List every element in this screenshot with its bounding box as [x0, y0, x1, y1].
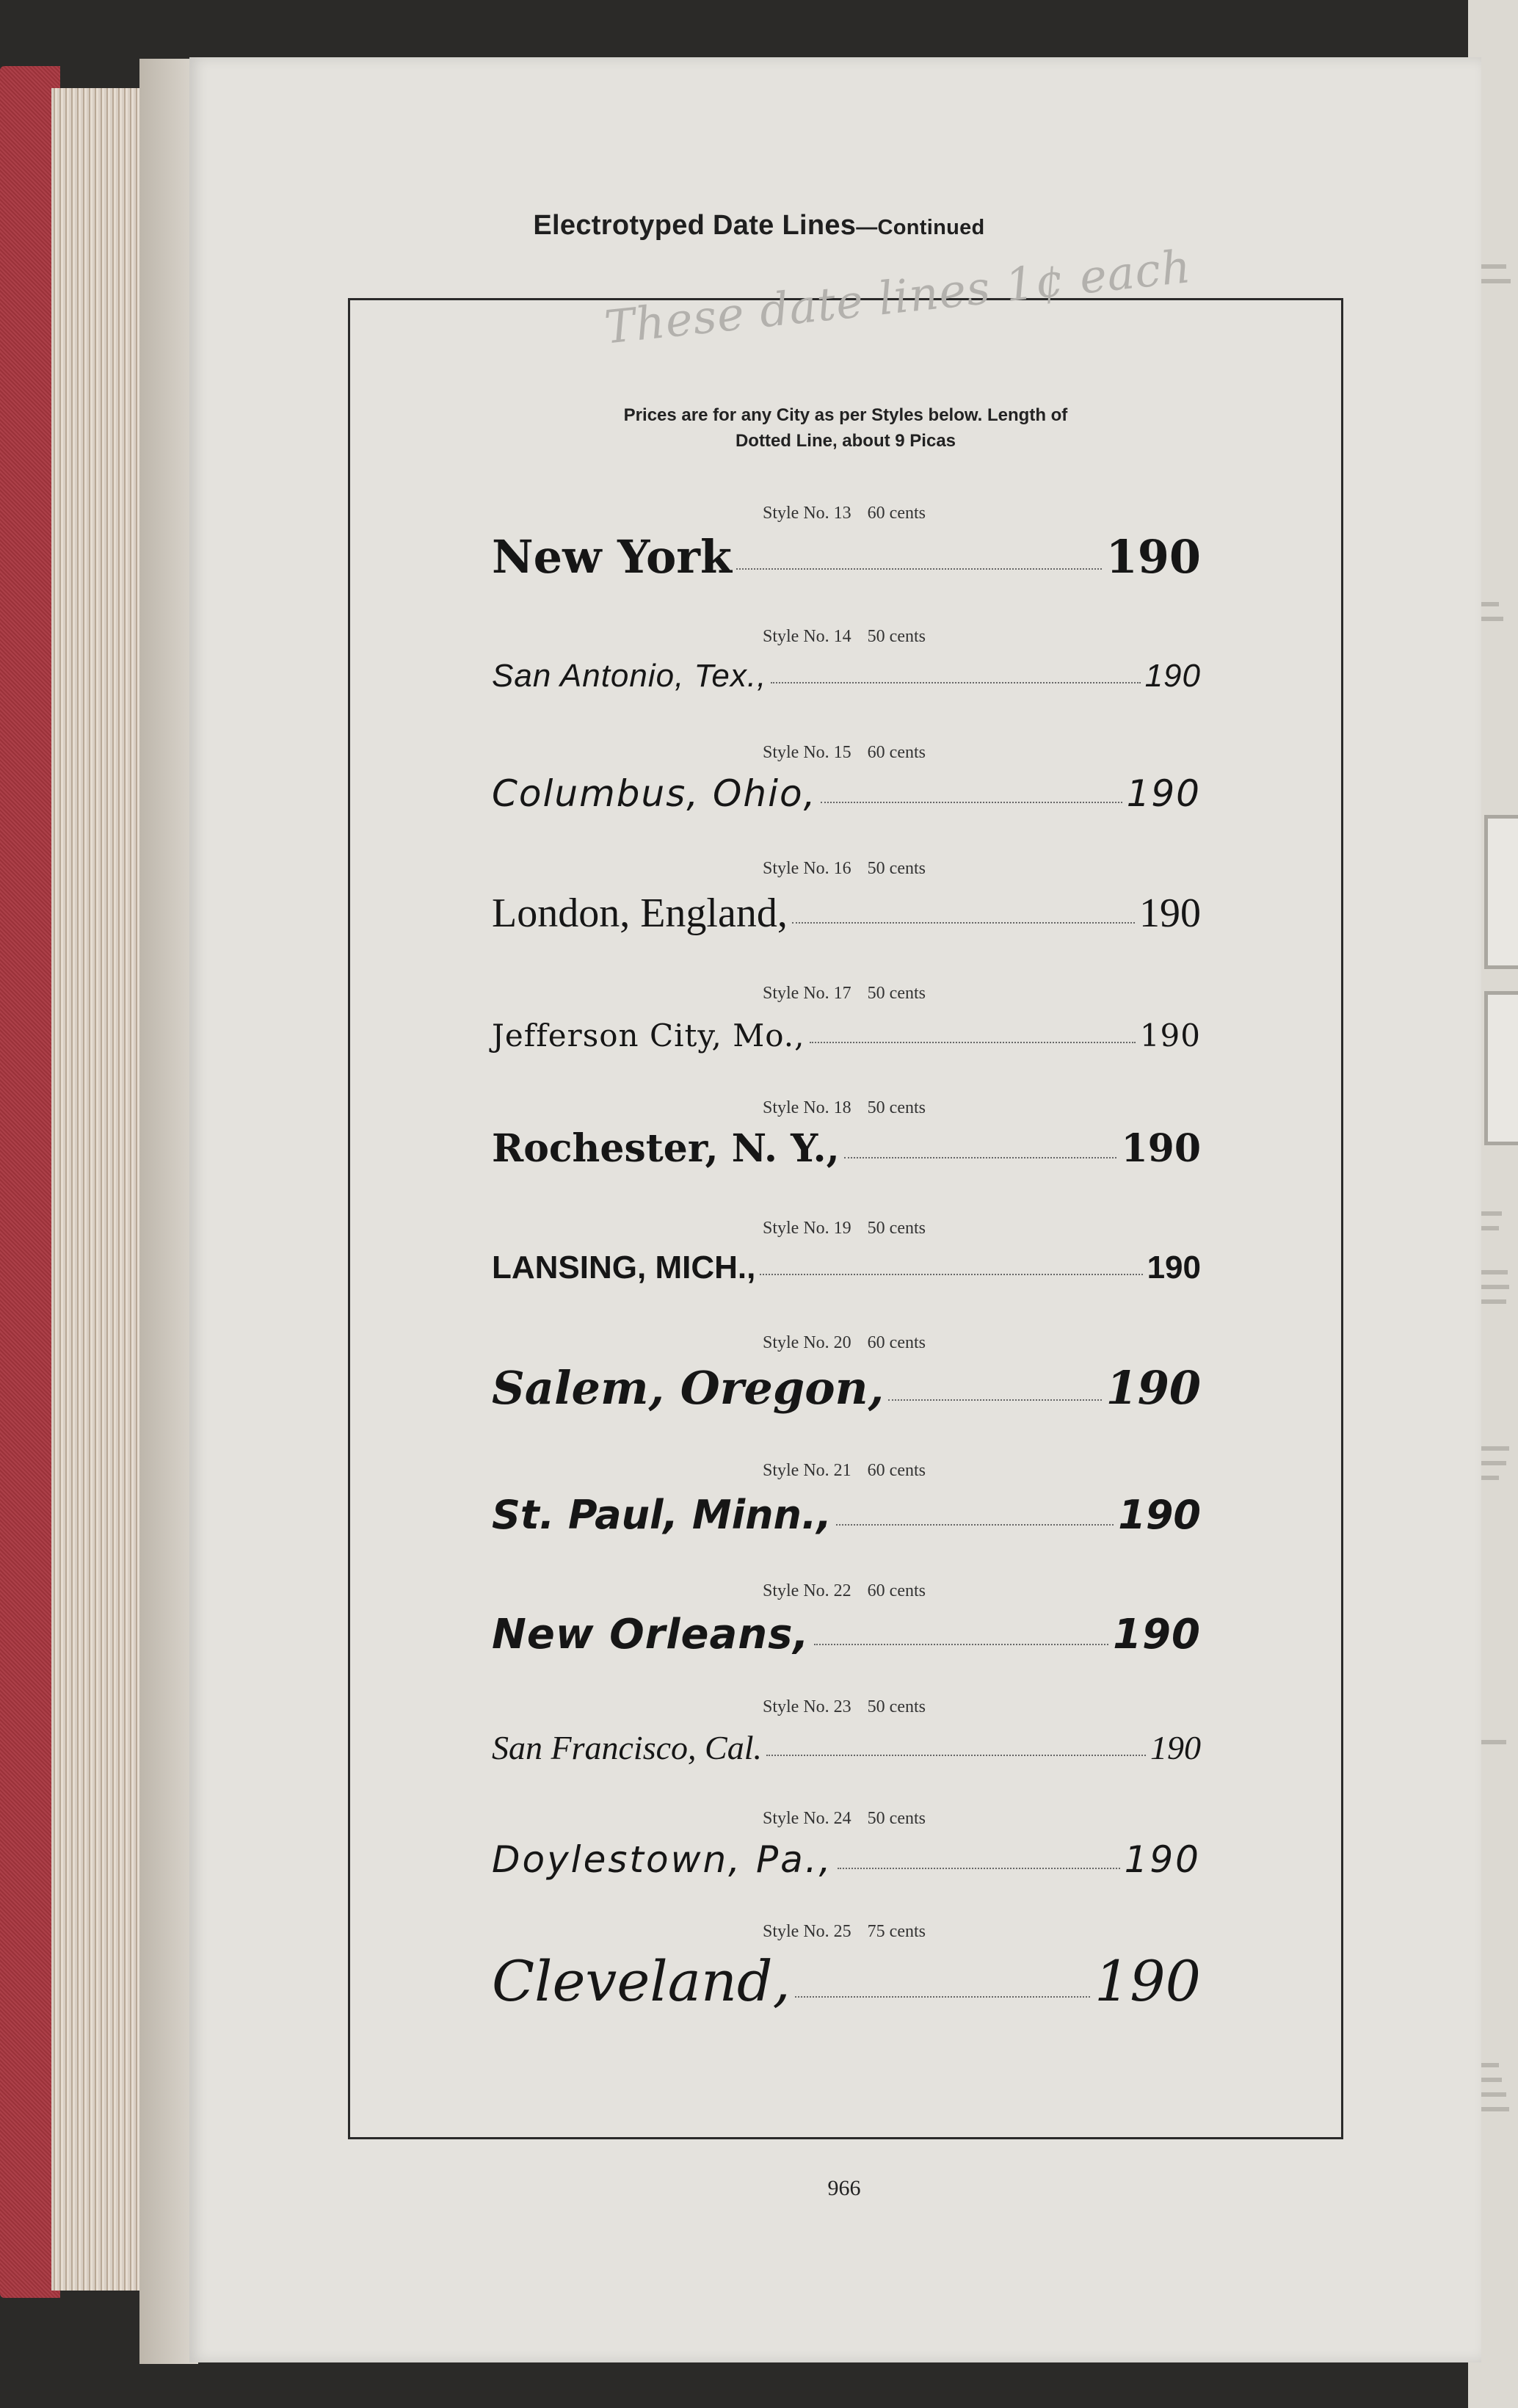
date-line-entry	[492, 772, 1201, 815]
style-label	[727, 1219, 962, 1239]
city-name: St. Paul, Minn.,	[492, 1492, 832, 1538]
style-price: 50 cents	[867, 1697, 926, 1716]
style-label	[727, 627, 962, 647]
dotted-leader	[766, 1755, 1146, 1756]
date-line-entry	[492, 1018, 1201, 1054]
city-name: New Orleans,	[492, 1611, 810, 1658]
style-price: 50 cents	[867, 1219, 926, 1238]
city-name: New York	[492, 530, 732, 584]
city-name: Doylestown, Pa.,	[492, 1838, 833, 1881]
dotted-leader	[792, 922, 1135, 924]
style-number: Style No. 14	[763, 627, 851, 646]
date-line-entry	[492, 1492, 1201, 1538]
style-number: Style No. 17	[763, 984, 851, 1003]
year-stub: 190	[1144, 658, 1201, 694]
style-number: Style No. 25	[763, 1922, 851, 1941]
dotted-leader	[838, 1868, 1120, 1869]
style-label	[727, 1922, 962, 1942]
style-price: 60 cents	[867, 1581, 926, 1600]
dotted-leader	[836, 1524, 1114, 1526]
dotted-leader	[888, 1399, 1101, 1401]
city-name: Jefferson City, Mo.,	[492, 1018, 805, 1054]
style-label	[727, 1461, 962, 1481]
style-price: 50 cents	[867, 1809, 926, 1828]
date-line-entry	[492, 1838, 1201, 1881]
style-price: 50 cents	[867, 627, 926, 646]
year-stub: 190	[1139, 1018, 1201, 1054]
dotted-leader	[844, 1157, 1117, 1158]
style-label	[727, 1098, 962, 1118]
year-stub: 190	[1105, 530, 1201, 584]
style-number: Style No. 21	[763, 1461, 851, 1480]
page-heading	[0, 210, 1518, 242]
style-number: Style No. 19	[763, 1219, 851, 1238]
style-price: 50 cents	[867, 1098, 926, 1117]
style-label	[727, 1697, 962, 1717]
city-name: Rochester, N. Y.,	[492, 1126, 840, 1171]
style-number: Style No. 22	[763, 1581, 851, 1600]
date-line-entry	[492, 890, 1201, 937]
style-label	[727, 504, 962, 523]
dotted-leader	[821, 802, 1122, 803]
style-number: Style No. 24	[763, 1809, 851, 1828]
style-price: 60 cents	[867, 743, 926, 762]
year-stub: 190	[1113, 1611, 1201, 1658]
date-line-entry	[492, 1126, 1201, 1171]
date-line-entry	[492, 1361, 1201, 1415]
city-name: LANSING, MICH.,	[492, 1250, 756, 1285]
intro-note	[348, 402, 1343, 454]
style-price: 50 cents	[867, 984, 926, 1003]
heading-title: Electrotyped Date Lines	[533, 210, 857, 241]
city-name: San Antonio, Tex.,	[492, 658, 767, 694]
dotted-leader	[771, 682, 1140, 683]
year-stub: 190	[1124, 1838, 1201, 1881]
date-line-entry	[492, 1611, 1201, 1658]
date-line-entry	[492, 1728, 1201, 1767]
intro-line-2: Dotted Line, about 9 Picas	[735, 431, 956, 451]
year-stub: 190	[1118, 1492, 1201, 1538]
style-number: Style No. 20	[763, 1333, 851, 1352]
style-label	[727, 1333, 962, 1353]
year-stub: 190	[1150, 1729, 1201, 1766]
year-stub: 190	[1121, 1126, 1201, 1171]
page-number: 966	[827, 2176, 861, 2200]
style-price: 60 cents	[867, 504, 926, 523]
intro-line-1: Prices are for any City as per Styles below. Length of	[623, 405, 1068, 425]
handwritten-annotation: These date lines 1¢ each	[602, 239, 1194, 355]
style-price: 75 cents	[867, 1922, 926, 1941]
date-line-entry	[492, 530, 1201, 584]
date-line-entry	[492, 658, 1201, 695]
year-stub: 190	[1139, 891, 1201, 936]
city-name: Cleveland,	[492, 1948, 791, 2014]
city-name: San Francisco, Cal.	[492, 1729, 762, 1766]
dotted-leader	[810, 1042, 1136, 1043]
style-label	[727, 743, 962, 763]
dotted-leader	[814, 1644, 1108, 1645]
style-label	[727, 984, 962, 1004]
style-number: Style No. 23	[763, 1697, 851, 1716]
style-number: Style No. 16	[763, 859, 851, 878]
date-line-entry	[492, 1948, 1201, 2014]
style-label	[727, 859, 962, 879]
style-number: Style No. 13	[763, 504, 851, 523]
year-stub: 190	[1147, 1250, 1201, 1285]
style-number: Style No. 18	[763, 1098, 851, 1117]
year-stub: 190	[1126, 772, 1201, 815]
style-price: 60 cents	[867, 1333, 926, 1352]
dotted-leader	[760, 1274, 1142, 1275]
city-name: London, England,	[492, 891, 788, 936]
year-stub: 190	[1105, 1361, 1201, 1415]
year-stub: 190	[1094, 1948, 1201, 2014]
date-line-entry	[492, 1250, 1201, 1286]
style-label	[727, 1581, 962, 1601]
dotted-leader	[736, 568, 1102, 570]
style-label	[727, 1809, 962, 1829]
style-price: 50 cents	[867, 859, 926, 878]
heading-suffix: —Continued	[856, 216, 985, 239]
dotted-leader	[795, 1996, 1090, 1998]
style-price: 60 cents	[867, 1461, 926, 1480]
city-name: Columbus, Ohio,	[492, 772, 817, 815]
city-name: Salem, Oregon,	[492, 1361, 885, 1415]
style-number: Style No. 15	[763, 743, 851, 762]
